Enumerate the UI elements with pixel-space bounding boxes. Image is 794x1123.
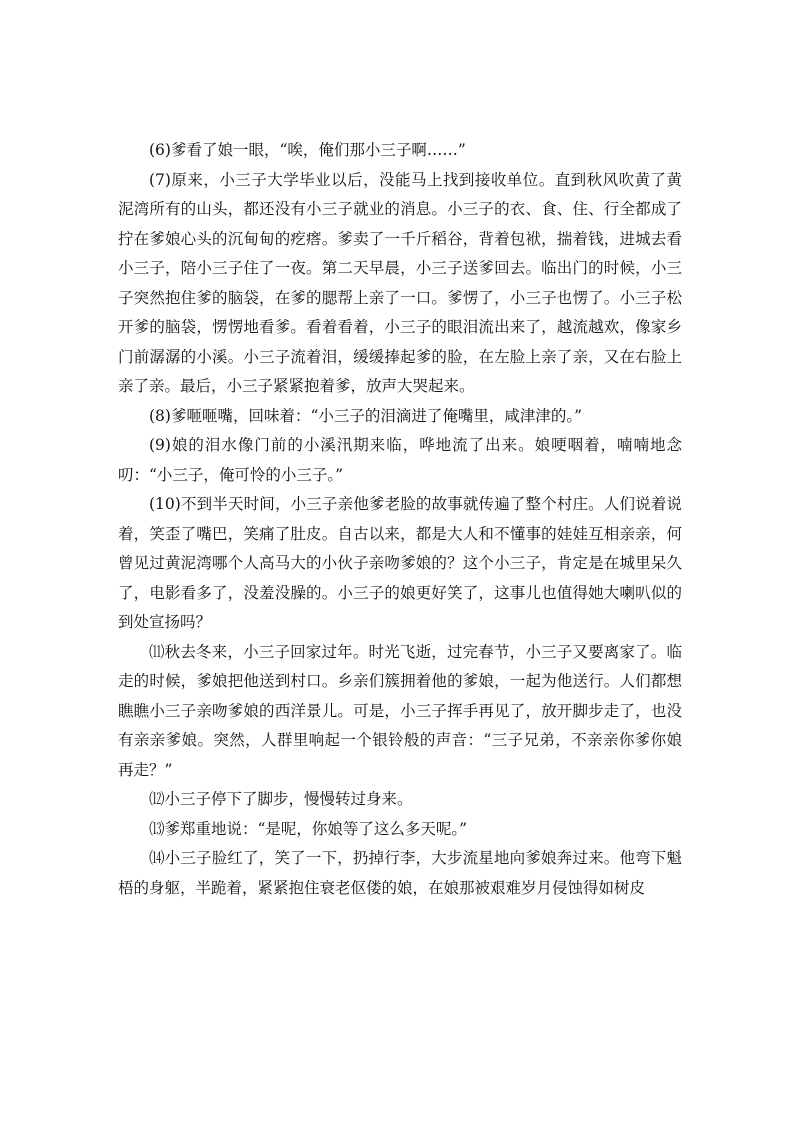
paragraph-8: (8)爹咂咂嘴，回味着：“小三子的泪滴进了俺嘴里，咸津津的。” — [149, 406, 583, 425]
paragraph-14: ⒁小三子脸红了，笑了一下，扔掉行李，大步流星地向爹娘奔过来。他弯下魁梧的身躯，半跪着，紧紧抱住衰老伛偻的娘，在娘那被艰难岁月侵蚀得如树皮 — [118, 849, 682, 897]
story-text — [118, 136, 682, 903]
paragraph-6: (6)爹看了娘一眼，“唉，俺们那小三子啊……” — [149, 141, 466, 159]
paragraph-9: (9)娘的泪水像门前的小溪汛期来临，哗地流了出来。娘哽咽着，喃喃地念叨：“小三子，俺可怜的小三子。” — [118, 436, 682, 484]
paragraph-11: ⑾秋去冬来，小三子回家过年。时光飞逝，过完春节，小三子又要离家了。临走的时候，爹娘把他送到村口。乡亲们簇拥着他的爹娘，一起为他送行。人们都想瞧瞧小三子亲吻爹娘的西洋景儿。可是，小三子挥手再见了，放开脚步走了，也没有亲亲爹娘。突然，人群里响起一个银铃般的声音：“三子兄弟，不亲亲你爹你娘再走？” — [118, 642, 682, 779]
paragraph-12: ⑿小三子停下了脚步，慢慢转过身来。 — [149, 790, 413, 808]
paragraph-10: (10)不到半天时间，小三子亲他爹老脸的故事就传遍了整个村庄。人们说着说着，笑歪了嘴巴，笑痛了肚皮。自古以来，都是大人和不懂事的娃娃互相亲亲，何曾见过黄泥湾哪个人高马大的小伙子亲吻爹娘的？这个小三子，肯定是在城里呆久了，电影看多了，没羞没臊的。小三子的娘更好笑了，这事儿也值得她大喇叭似的到处宣扬吗？ — [118, 495, 682, 631]
paragraph-7: (7)原来，小三子大学毕业以后，没能马上找到接收单位。直到秋风吹黄了黄泥湾所有的山头，都还没有小三子就业的消息。小三子的衣、食、住、行全都成了拧在爹娘心头的沉甸甸的疙瘩。爹卖了一千斤稻谷，背着包袱，揣着钱，进城去看小三子，陪小三子住了一夜。第二天早晨，小三子送爹回去。临出门的时候，小三子突然抱住爹的脑袋，在爹的腮帮上亲了一口。爹愣了，小三子也愣了。小三子松开爹的脑袋，愣愣地看爹。看着看着，小三子的眼泪流出来了，越流越欢，像家乡门前潺潺的小溪。小三子流着泪，缓缓捧起爹的脸，在左脸上亲了亲，又在右脸上亲了亲。最后，小三子紧紧抱着爹，放声大哭起来。 — [118, 170, 682, 395]
paragraph-13: ⒀爹郑重地说：“是呢，你娘等了这么多天呢。” — [149, 819, 468, 838]
